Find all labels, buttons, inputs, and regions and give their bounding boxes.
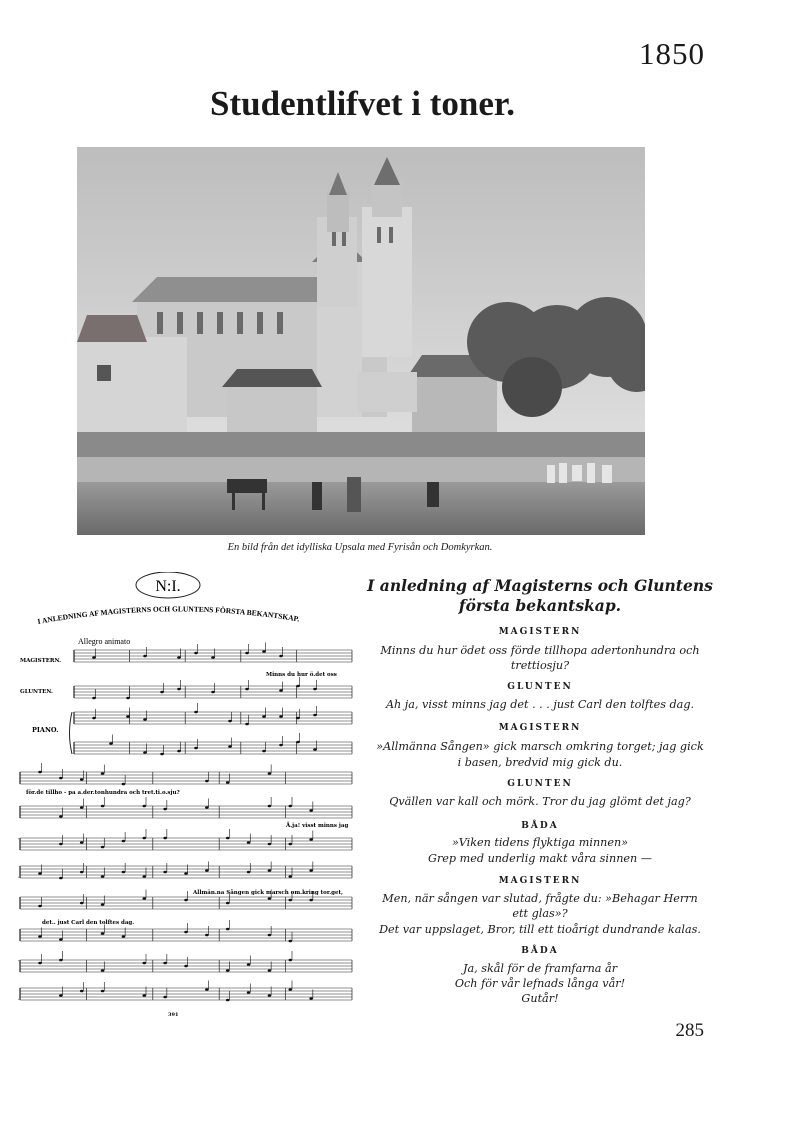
note bbox=[126, 697, 130, 700]
note bbox=[163, 808, 167, 811]
note bbox=[279, 715, 283, 718]
page-number: 285 bbox=[675, 1020, 704, 1041]
note bbox=[184, 931, 188, 934]
staff bbox=[20, 797, 352, 818]
note bbox=[205, 806, 209, 809]
piano-brace bbox=[70, 712, 73, 754]
poem-heading-line-2: första bekantskap. bbox=[458, 596, 622, 615]
illustration-uppsala-cathedral bbox=[77, 147, 645, 535]
poem-line: Qvällen var kall och mörk. Tror du jag glömt det jag? bbox=[389, 795, 691, 808]
note bbox=[309, 899, 313, 902]
note bbox=[38, 935, 42, 938]
note bbox=[142, 994, 146, 997]
note bbox=[205, 988, 209, 991]
staff bbox=[74, 677, 352, 699]
note bbox=[288, 959, 292, 962]
note bbox=[142, 805, 146, 808]
note bbox=[228, 720, 232, 723]
staff bbox=[20, 763, 352, 785]
note bbox=[143, 751, 147, 754]
note bbox=[268, 805, 272, 808]
lyric-line: det.. just Carl den tolftes dag. bbox=[42, 920, 135, 926]
note bbox=[142, 962, 146, 965]
speaker-label: MAGISTERN bbox=[498, 876, 582, 886]
poem-line: i basen, bredvid mig gick du. bbox=[457, 756, 623, 769]
lyric-line: Minns du hur ö.det oss bbox=[266, 672, 337, 678]
note bbox=[245, 688, 249, 691]
note bbox=[194, 652, 198, 655]
note bbox=[279, 655, 283, 658]
poem-line: Gutår! bbox=[521, 992, 559, 1005]
note bbox=[38, 962, 42, 965]
staff bbox=[74, 733, 352, 755]
note bbox=[226, 999, 230, 1002]
lyric-line: Å.ja! visst minns jag bbox=[286, 823, 349, 829]
poem-line: ett glas»? bbox=[512, 907, 568, 920]
note bbox=[313, 748, 317, 751]
poem-heading-line-1: I anledning af Magisterns och Gluntens bbox=[367, 576, 713, 595]
note bbox=[177, 688, 181, 691]
note bbox=[92, 717, 96, 720]
poem-line: Ja, skål för de framfarna år bbox=[462, 962, 618, 975]
note bbox=[143, 718, 147, 721]
note bbox=[226, 781, 230, 784]
note bbox=[279, 689, 283, 692]
note bbox=[101, 969, 105, 972]
note bbox=[268, 772, 272, 775]
note bbox=[122, 840, 126, 843]
note bbox=[247, 991, 251, 994]
sheet-music bbox=[18, 572, 358, 1022]
note bbox=[268, 897, 272, 900]
tempo-marking: Allegro animato bbox=[78, 637, 131, 646]
lyric-line: Allmän.na Sången gick marsch om.kring tor.get, bbox=[193, 890, 343, 896]
note bbox=[296, 717, 300, 720]
speaker-label: MAGISTERN bbox=[498, 627, 582, 637]
note bbox=[288, 875, 292, 878]
note bbox=[288, 843, 292, 846]
note bbox=[205, 869, 209, 872]
note bbox=[177, 750, 181, 753]
note bbox=[268, 934, 272, 937]
note bbox=[142, 837, 146, 840]
poem-line: »Viken tidens flyktiga minnen» bbox=[451, 836, 629, 849]
note bbox=[226, 902, 230, 905]
note bbox=[247, 841, 251, 844]
speaker-label: GLUNTEN bbox=[507, 682, 573, 692]
note bbox=[101, 875, 105, 878]
note bbox=[101, 990, 105, 993]
note bbox=[184, 965, 188, 968]
note bbox=[109, 742, 113, 745]
poem-line: Och för vår lefnads långa vår! bbox=[454, 977, 626, 990]
part-label-glunten: GLUNTEN. bbox=[20, 689, 53, 695]
score-staves bbox=[18, 572, 358, 1022]
note bbox=[262, 750, 266, 753]
lyric-line: för.de tillho - pa a.der.tonhundra och tret.ti.o.sju? bbox=[26, 790, 180, 796]
note bbox=[245, 652, 249, 655]
piece-number: N:I. bbox=[155, 578, 181, 595]
note bbox=[59, 938, 63, 941]
note bbox=[194, 747, 198, 750]
note bbox=[296, 741, 300, 744]
note bbox=[296, 685, 300, 688]
note bbox=[59, 843, 63, 846]
note bbox=[163, 996, 167, 999]
note bbox=[80, 841, 84, 844]
note bbox=[163, 871, 167, 874]
note bbox=[247, 963, 251, 966]
note bbox=[92, 656, 96, 659]
note bbox=[268, 994, 272, 997]
score-page-number: 391 bbox=[168, 1012, 179, 1018]
poem-line: Men, när sången var slutad, frågte du: »Behagar Herrn bbox=[382, 892, 698, 905]
note bbox=[122, 871, 126, 874]
note bbox=[38, 905, 42, 908]
note bbox=[226, 969, 230, 972]
poem-line: Det var uppslaget, Bror, till ett tioårigt dundrande kalas. bbox=[379, 923, 701, 936]
note bbox=[80, 902, 84, 905]
poem-line: »Allmänna Sången» gick marsch omkring torget; jag gick bbox=[376, 740, 704, 753]
note bbox=[80, 871, 84, 874]
note bbox=[288, 899, 292, 902]
note bbox=[80, 778, 84, 781]
note bbox=[38, 771, 42, 774]
note bbox=[101, 772, 105, 775]
note bbox=[101, 903, 105, 906]
note bbox=[160, 753, 164, 756]
note bbox=[80, 806, 84, 809]
note bbox=[59, 994, 63, 997]
note bbox=[288, 805, 292, 808]
note bbox=[262, 715, 266, 718]
note bbox=[194, 711, 198, 714]
note bbox=[143, 655, 147, 658]
note bbox=[268, 969, 272, 972]
note bbox=[142, 875, 146, 878]
note bbox=[228, 745, 232, 748]
note bbox=[309, 997, 313, 1000]
note bbox=[279, 744, 283, 747]
note bbox=[122, 935, 126, 938]
note bbox=[59, 959, 63, 962]
note bbox=[205, 934, 209, 937]
note bbox=[309, 869, 313, 872]
note bbox=[101, 805, 105, 808]
staff bbox=[20, 951, 352, 972]
note bbox=[101, 846, 105, 849]
note bbox=[184, 899, 188, 902]
poem-line: Minns du hur ödet oss förde tillhopa adertonhundra och bbox=[380, 644, 700, 657]
note bbox=[288, 988, 292, 991]
note bbox=[59, 877, 63, 880]
note bbox=[160, 691, 164, 694]
note bbox=[226, 837, 230, 840]
note bbox=[268, 843, 272, 846]
note bbox=[184, 872, 188, 875]
note bbox=[59, 777, 63, 780]
poem-line: Ah ja, visst minns jag det . . . just Carl den tolftes dag. bbox=[385, 698, 695, 711]
speaker-label: BÅDA bbox=[521, 821, 559, 831]
note bbox=[126, 715, 130, 718]
note bbox=[309, 809, 313, 812]
note bbox=[92, 697, 96, 700]
speaker-label: BÅDA bbox=[521, 946, 559, 956]
note bbox=[211, 691, 215, 694]
note bbox=[163, 962, 167, 965]
note bbox=[226, 928, 230, 931]
note bbox=[268, 869, 272, 872]
speaker-label: GLUNTEN bbox=[507, 779, 573, 789]
staff bbox=[20, 981, 352, 1002]
part-label-piano: PIANO. bbox=[32, 726, 59, 734]
note bbox=[245, 723, 249, 726]
staff bbox=[74, 703, 352, 725]
note bbox=[122, 783, 126, 786]
staff bbox=[20, 829, 352, 850]
illustration-caption: En bild från det idylliska Upsala med Fyrisån och Domkyrkan. bbox=[227, 542, 493, 553]
note bbox=[205, 780, 209, 783]
note bbox=[211, 656, 215, 659]
piece-banner: I ANLEDNING AF MAGISTERNS OCH GLUNTENS FÖRSTA BEKANTSKAP. bbox=[36, 604, 301, 626]
note bbox=[177, 656, 181, 659]
note bbox=[313, 688, 317, 691]
poem-line: Grep med underlig makt våra sinnen — bbox=[428, 852, 652, 865]
note bbox=[59, 815, 63, 818]
note bbox=[288, 940, 292, 943]
page-title: Studentlifvet i toner. bbox=[210, 84, 515, 123]
note bbox=[163, 837, 167, 840]
note bbox=[142, 897, 146, 900]
year-heading: 1850 bbox=[639, 36, 705, 71]
staff bbox=[20, 862, 352, 880]
note bbox=[101, 932, 105, 935]
note bbox=[262, 650, 266, 653]
note bbox=[247, 871, 251, 874]
note bbox=[80, 990, 84, 993]
speaker-label: MAGISTERN bbox=[498, 723, 582, 733]
note bbox=[309, 838, 313, 841]
note bbox=[38, 872, 42, 875]
part-label-magistern: MAGISTERN. bbox=[20, 658, 62, 664]
poem-line: trettiosju? bbox=[510, 659, 570, 672]
note bbox=[313, 714, 317, 717]
